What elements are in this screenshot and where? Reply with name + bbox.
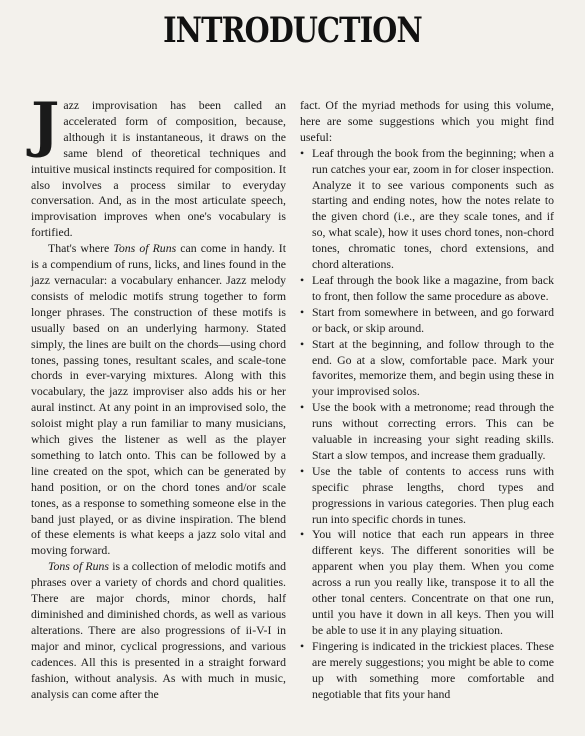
list-item: • Start from somewhere in between, and go forward or back, or skip around. — [300, 305, 554, 337]
paragraph-3 — [31, 559, 286, 702]
book-title-italic: Tons of Runs — [113, 241, 177, 256]
list-item: • Leaf through the book from the beginning; when a run catches your ear, zoom in for closer inspection. Analyze it to see various components such as starting and ending notes, how the notes relate to the given chord (i.e., are they scale tones, and if so, what scale), how it uses chord tones, non-chord tones, chromatic tones, chord extensions, and chord alterations. — [300, 146, 554, 273]
list-item: • Start at the beginning, and follow through to the end. Go at a slow, comfortable pace. Mark your favorites, memorize them, and begin using these in your improvised solos. — [300, 337, 554, 401]
right-column — [300, 98, 554, 702]
paragraph-1-text: azz improvisation has been called an accelerated form of composition, because, although it is instantaneous, it draws on the same blend of theoretical techniques and intuitive musical instincts required for composition. It also involves a process similar to everyday conversation. And, as in the most articulate speech, improvisation improves when one's vocabulary is fortified. — [31, 98, 286, 240]
paragraph-2-rest: can come in handy. It is a compendium of runs, licks, and lines found in the jazz vernacular: a vocabulary enhancer. Jazz melody consists of melodic motifs strung together to form longer phrases. The construction of these motifs is usually based on an underlying harmony. Stated simply, the lines are built on the chords—using chord tones, passing tones, resultant scales, and scale-tone chords in ever-varying mixtures. Along with this vocabulary, the jazz improviser also adds his or her aural instinct. At any point in an improvised solo, the soloist might play a run familiar to many musicians, which gives the listener as well as the player something to latch onto. This can be followed by a line created on the spot, which can be generated by hand position, or on the chord tones and/or scale tones, as a response to something someone else in the band just played, or as divine inspiration. The blend of these elements is what keeps a jazz solo vital and moving forward. — [31, 241, 286, 558]
paragraph-1 — [31, 90, 286, 241]
list-item: • Use the book with a metronome; read through the runs without correcting errors. This can be valuable in increasing your sight reading skills. Start a slow tempos, and increase them gradually. — [300, 400, 554, 464]
suggestion-list — [300, 146, 554, 703]
paragraph-3-rest: is a collection of melodic motifs and phrases over a variety of chords and chord qualities. There are major chords, minor chords, half diminished and diminished chords, as well as various alterations. There are also progressions of ii-V-I in major and minor, cyclical progressions, and various cadences. All this is presented in a straight forward fashion, without analysis. As with much in music, analysis can come after the — [31, 559, 286, 701]
paragraph-2 — [31, 241, 286, 559]
left-column — [31, 90, 286, 702]
paragraph-2-start: That's where — [48, 241, 114, 256]
book-title-italic: Tons of Runs — [48, 559, 110, 574]
list-item: • Use the table of contents to access runs with specific phrase lengths, chord types and progressions in various categories. Then plug each run into specific chords in tunes. — [300, 464, 554, 528]
list-item: • You will notice that each run appears in three different keys. The different sonorities will be apparent when you play them. When you come across a run you really like, transpose it to all the other tonal centers. Concentrate on that one run, until you have it down in all keys. Then you will be able to use it in any playing situation. — [300, 527, 554, 638]
page-title: INTRODUCTION — [163, 10, 422, 51]
drop-cap: J — [31, 90, 60, 160]
list-item: • Leaf through the book like a magazine, from back to front, then follow the same procedure as above. — [300, 273, 554, 305]
paragraph-4: fact. Of the myriad methods for using this volume, here are some suggestions which you might find useful: — [300, 98, 554, 144]
list-item: • Fingering is indicated in the trickiest places. These are merely suggestions; you might be able to come up with something more comfortable and negotiable that fits your hand — [300, 639, 554, 703]
